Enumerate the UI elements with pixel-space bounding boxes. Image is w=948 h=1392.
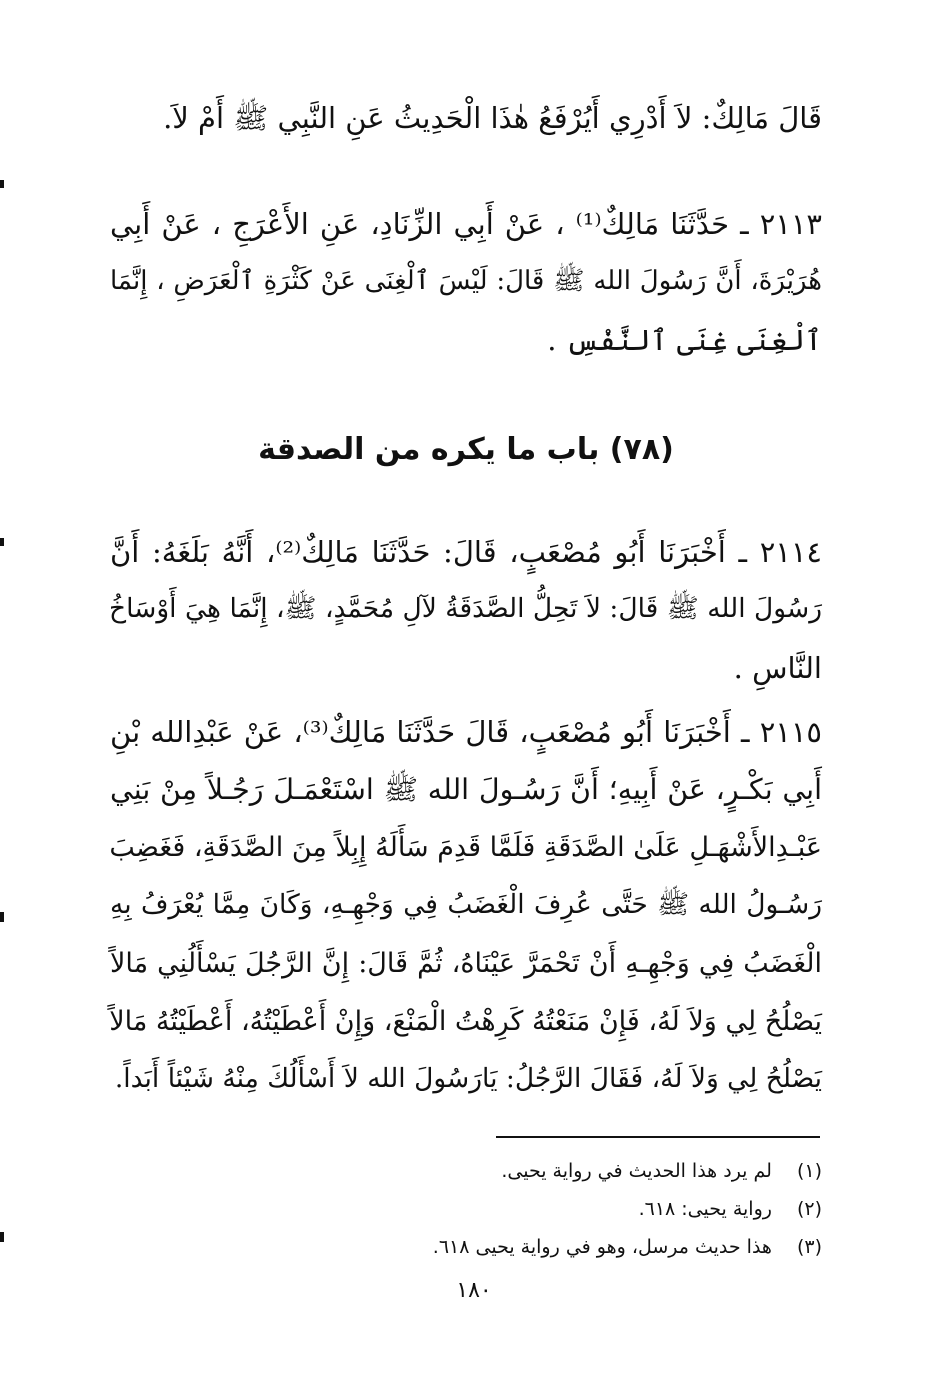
hadith-line: ٱلْغِنَى غِنَى ٱلنَّفْسِ . bbox=[547, 323, 822, 357]
scan-edge-mark bbox=[0, 538, 4, 546]
footnote-number: (٣) bbox=[796, 1236, 822, 1258]
footnote-3 bbox=[200, 1236, 822, 1258]
top-note-line: قَالَ مَالِكٌ: لاَ أَدْرِي أَيُرْفَعُ هٰذَا الْحَدِيثُ عَنِ النَّبِي ﷺ أَمْ لاَ. bbox=[163, 101, 822, 135]
footnote-number: (٢) bbox=[796, 1198, 822, 1220]
hadith-line: الْغَضَبُ فِي وَجْهِـهِ أَنْ تَحْمَرَّ عَيْنَاهُ، ثُمَّ قَالَ: إِنَّ الرَّجُلَ يَسْأَلُنِي مَالاً bbox=[110, 948, 822, 979]
footnote-1 bbox=[200, 1160, 822, 1182]
footnote-separator bbox=[496, 1136, 820, 1138]
hadith-line: هُرَيْرَةَ، أَنَّ رَسُولَ الله ﷺ قَالَ: لَيْسَ ٱلْغِنَى عَنْ كَثْرَةِ ٱلْعَرَضِ ، إِنَّمَا bbox=[110, 266, 822, 296]
hadith-line: عَبْـدِالأَشْهَـلِ عَلَىٰ الصَّدَقَةِ فَلَمَّا قَدِمَ سَأَلَهُ إِبِلاً مِنَ الصَّدَقَةِ، فَغَضِبَ bbox=[109, 832, 822, 863]
hadith-line: يَصْلُحُ لِي وَلاَ لَهُ، فَإِنْ مَنَعْتُهُ كَرِهْتُ الْمَنْعَ، وَإِنْ أَعْطَيْتُهُ، أَعْطَيْتُهُ مَالاً bbox=[109, 1006, 822, 1037]
hadith-line: أَبِي بَكْـرٍ، عَنْ أَبِيهِ؛ أَنَّ رَسُـولَ الله ﷺ اسْتَعْمَـلَ رَجُـلاً مِنْ بَنِي bbox=[110, 773, 822, 806]
hadith-line: رَسُـولُ الله ﷺ حَتَّى عُرِفَ الْغَضَبُ فِي وَجْهِـهِ، وَكَانَ مِمَّا يُعْرَفُ بِهِ bbox=[110, 889, 822, 920]
scan-edge-mark bbox=[0, 180, 4, 188]
footnote-text: رواية يحيى: ٦١٨. bbox=[638, 1198, 772, 1220]
hadith-line: النَّاسِ . bbox=[733, 651, 822, 685]
footnote-text: لم يرد هذا الحديث في رواية يحيى. bbox=[501, 1160, 772, 1182]
footnote-text: هذا حديث مرسل، وهو في رواية يحيى ٦١٨. bbox=[432, 1236, 772, 1258]
page-number: ١٨٠ bbox=[456, 1278, 492, 1303]
footnote-number: (١) bbox=[796, 1160, 822, 1182]
hadith-line: ٢١١٥ ـ أَخْبَرَنَا أَبُو مُصْعَبٍ، قَالَ حَدَّثَنَا مَالِكٌ⁽³⁾، عَنْ عَبْدِالله بْنِ bbox=[110, 715, 822, 749]
scan-edge-mark bbox=[0, 912, 4, 922]
hadith-line: ٢١١٤ ـ أَخْبَرَنَا أَبُو مُصْعَبٍ، قَالَ: حَدَّثَنَا مَالِكٌ⁽²⁾، أَنَّهُ بَلَغَهُ: أَنَّ bbox=[110, 535, 822, 569]
hadith-line: رَسُولَ الله ﷺ قَالَ: لاَ تَحِلُّ الصَّدَقَةُ لآلِ مُحَمَّدٍ، ﷺ، إِنَّمَا هِيَ أَوْسَاخُ bbox=[108, 593, 822, 624]
footnote-2 bbox=[200, 1198, 822, 1220]
scan-edge-mark bbox=[0, 1232, 4, 1242]
hadith-line: ٢١١٣ ـ حَدَّثَنَا مَالِكٌ⁽¹⁾ ، عَنْ أَبِي الزِّنَادِ، عَنِ الأَعْرَجِ ، عَنْ أَبِي bbox=[110, 207, 822, 241]
hadith-line: يَصْلُحُ لِي وَلاَ لَهُ، فَقَالَ الرَّجُلُ: يَارَسُولَ الله لاَ أَسْأَلُكَ مِنْهُ شَيْئاً أَبَداً. bbox=[114, 1063, 822, 1094]
chapter-heading: (٧٨) باب ما يكره من الصدقة bbox=[258, 432, 674, 467]
